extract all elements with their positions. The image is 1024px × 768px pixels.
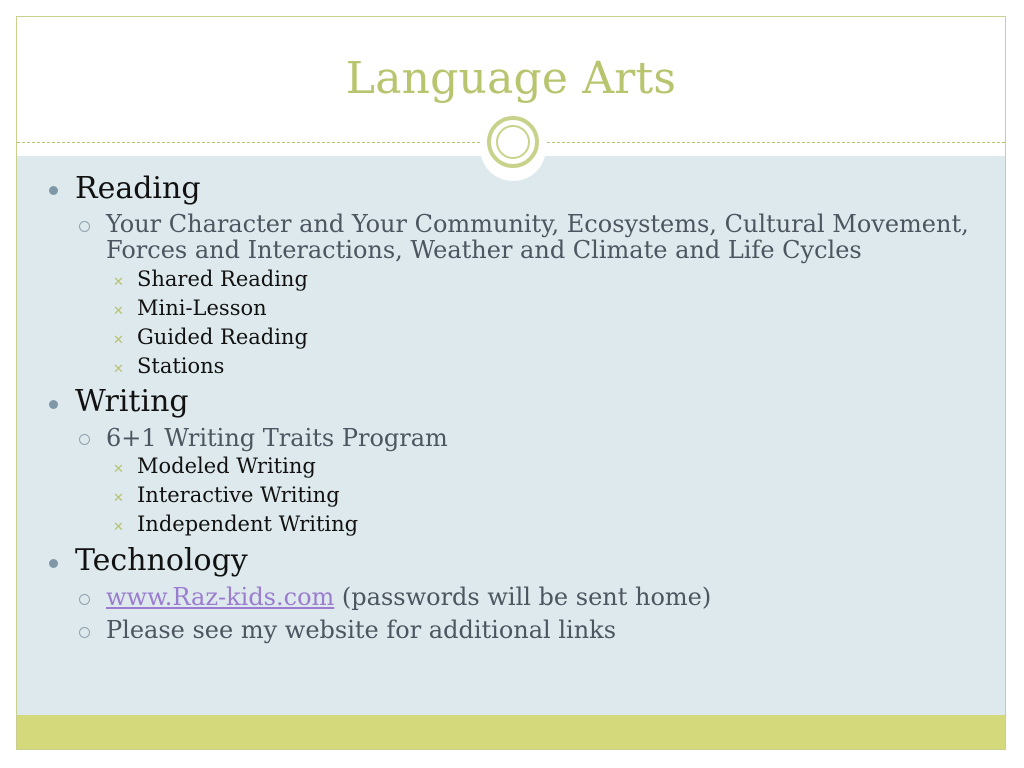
list-item: Modeled Writing <box>137 454 316 478</box>
list-item: Stations <box>137 354 225 378</box>
list-item: Independent Writing <box>137 512 359 536</box>
bullet-dot-icon <box>49 559 58 568</box>
footer-band <box>17 715 1005 749</box>
bullet-x-icon: ✕ <box>113 362 124 377</box>
slide <box>16 16 1006 750</box>
bullet-dot-icon <box>49 186 58 195</box>
bullet-x-icon: ✕ <box>113 275 124 290</box>
list-item: Mini-Lesson <box>137 296 267 320</box>
slide-title: Language Arts <box>345 53 677 104</box>
passwords-note: (passwords will be sent home) <box>334 583 712 611</box>
list-item: Shared Reading <box>137 267 308 291</box>
raz-kids-link[interactable]: www.Raz-kids.com <box>106 583 335 611</box>
bullet-x-icon: ✕ <box>113 520 124 535</box>
bullet-x-icon: ✕ <box>113 333 124 348</box>
list-item: Guided Reading <box>137 325 308 349</box>
writing-program: 6+1 Writing Traits Program <box>106 424 448 452</box>
section-heading-reading: Reading <box>75 171 201 206</box>
website-note: Please see my website for additional links <box>106 616 617 644</box>
technology-link-line <box>106 584 711 610</box>
bullet-x-icon: ✕ <box>113 491 124 506</box>
bullet-x-icon: ✕ <box>113 462 124 477</box>
bullet-circle-icon <box>79 594 90 605</box>
bullet-circle-icon <box>79 221 90 232</box>
section-heading-writing: Writing <box>75 384 189 419</box>
bullet-circle-icon <box>79 434 90 445</box>
bullet-dot-icon <box>49 400 58 409</box>
circle-ornament-icon <box>487 116 539 168</box>
section-heading-technology: Technology <box>75 543 248 578</box>
reading-topics-line2: Forces and Interactions, Weather and Climate and Life Cycles <box>106 236 862 264</box>
bullet-circle-icon <box>79 627 90 638</box>
bullet-x-icon: ✕ <box>113 304 124 319</box>
reading-topics-line1: Your Character and Your Community, Ecosystems, Cultural Movement, <box>106 210 969 238</box>
list-item: Interactive Writing <box>137 483 340 507</box>
